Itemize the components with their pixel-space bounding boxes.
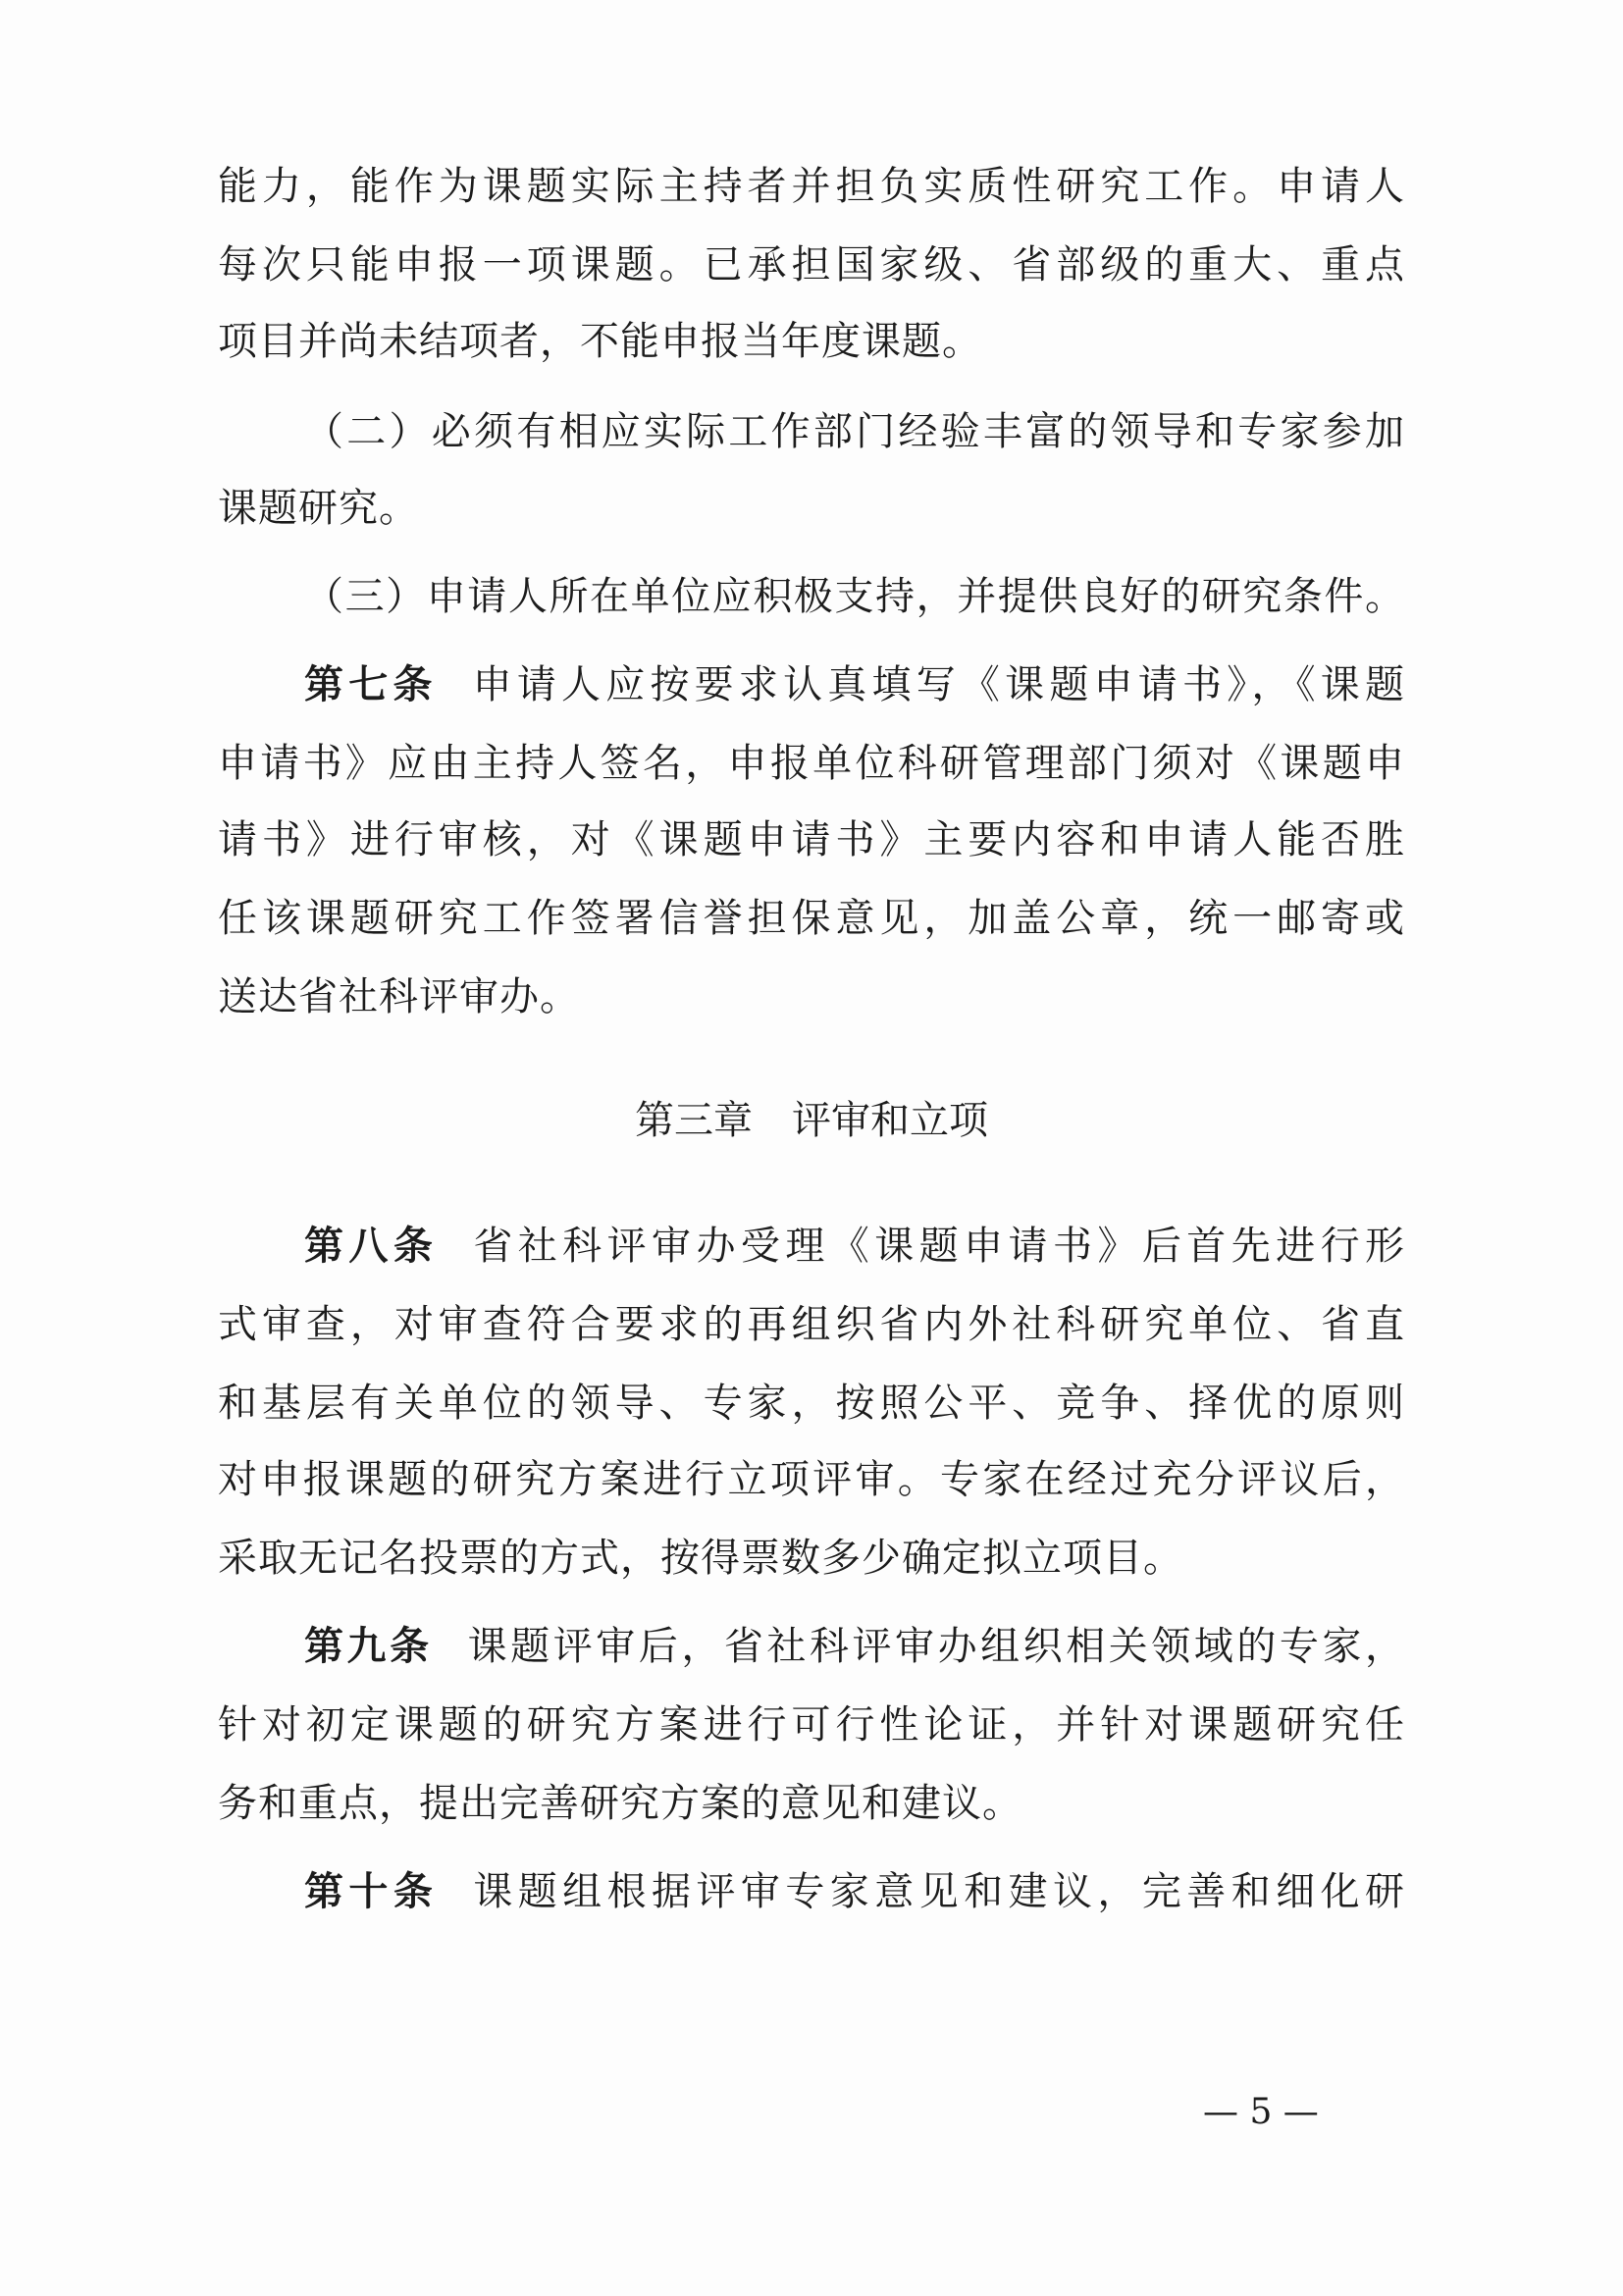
- text-line: 采取无记名投票的方式，按得票数多少确定拟立项目。: [218, 1536, 1183, 1581]
- text-line: 对申报课题的研究方案进行立项评审。专家在经过充分评议后，: [218, 1457, 1405, 1502]
- text-line: 针对初定课题的研究方案进行可行性论证，并针对课题研究任: [218, 1702, 1405, 1748]
- text-line: 能力，能作为课题实际主持者并担负实质性研究工作。申请人: [218, 164, 1405, 209]
- article-9-line: [218, 1617, 1405, 1676]
- text-line: 课题研究。: [218, 486, 419, 531]
- text-line: 和基层有关单位的领导、专家，按照公平、竞争、择优的原则: [218, 1381, 1405, 1426]
- article-8-label: 第八条: [304, 1224, 439, 1269]
- text-line: 课题评审后，省社科评审办组织相关领域的专家，: [467, 1624, 1405, 1669]
- text-line: 申请书》应由主持人签名，申报单位科研管理部门须对《课题申: [218, 741, 1405, 786]
- text-line: 课题组根据评审专家意见和建议，完善和细化研: [473, 1869, 1406, 1914]
- text-line: 每次只能申报一项课题。已承担国家级、省部级的重大、重点: [218, 242, 1405, 287]
- article-8-line: [218, 1217, 1405, 1276]
- article-10-label: 第十条: [304, 1869, 439, 1914]
- text-line: 申请人应按要求认真填写《课题申请书》，《课题: [472, 662, 1405, 707]
- text-line: 省社科评审办受理《课题申请书》后首先进行形: [473, 1224, 1406, 1269]
- text-line: 送达省社科评审办。: [218, 974, 580, 1019]
- text-line: 请书》进行审核，对《课题申请书》主要内容和申请人能否胜: [218, 817, 1405, 862]
- article-7-line: [218, 655, 1405, 714]
- article-9-label: 第九条: [304, 1624, 433, 1669]
- text-line: （三）申请人所在单位应积极支持，并提供良好的研究条件。: [304, 574, 1405, 619]
- page-number: — 5 —: [1203, 2092, 1319, 2132]
- chapter-title: 第三章 评审和立项: [635, 1098, 988, 1143]
- text-line: 式审查，对审查符合要求的再组织省内外社科研究单位、省直: [218, 1302, 1405, 1347]
- article-10-line: [218, 1862, 1405, 1921]
- text-line: 任该课题研究工作签署信誉担保意见，加盖公章，统一邮寄或: [218, 896, 1405, 941]
- text-line: 项目并尚未结项者，不能申报当年度课题。: [218, 319, 982, 364]
- article-7-label: 第七条: [304, 662, 438, 707]
- text-line: （二）必须有相应实际工作部门经验丰富的领导和专家参加: [304, 409, 1405, 454]
- text-line: 务和重点，提出完善研究方案的意见和建议。: [218, 1781, 1022, 1826]
